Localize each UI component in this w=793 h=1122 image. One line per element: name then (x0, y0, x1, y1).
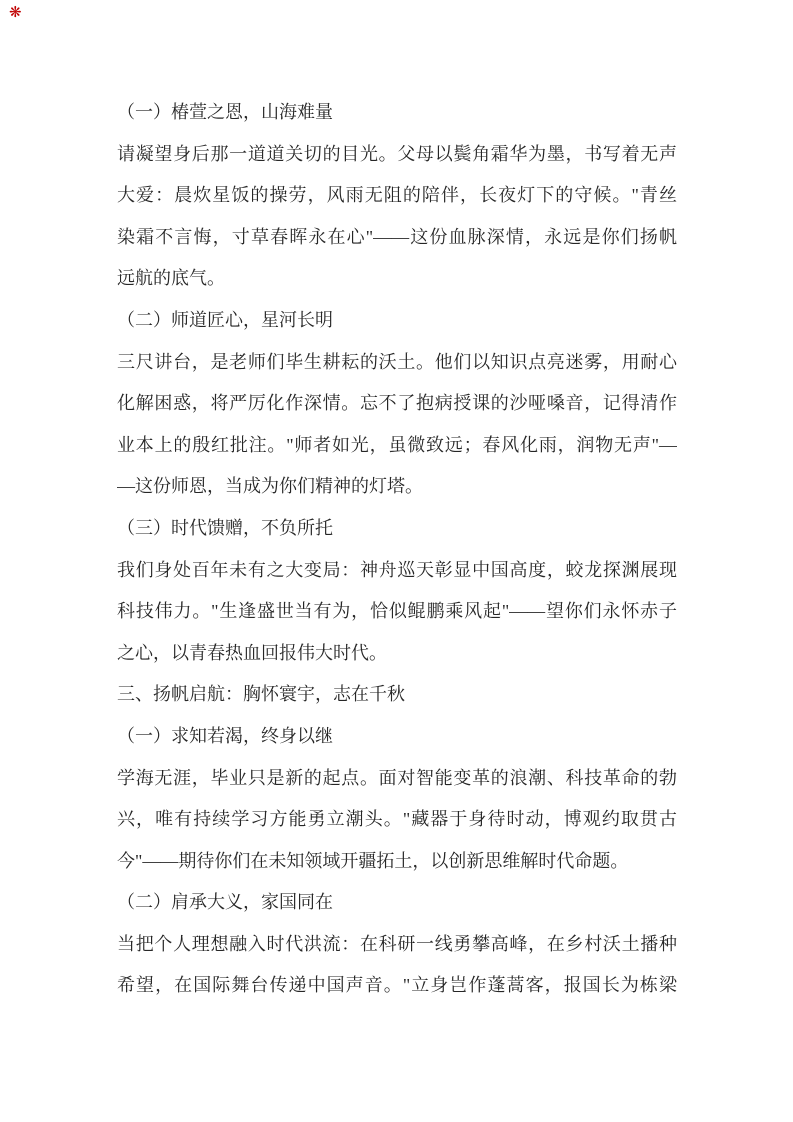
text-line: 远航的底气。 (117, 268, 225, 289)
text-line: 今"——期待你们在未知领域开疆拓土，以创新思维解时代命题。 (117, 850, 629, 871)
text-line: 请凝望身后那一道道关切的目光。父母以鬓角霜华为墨，书写着无声 (117, 143, 677, 164)
text-line: （二）肩承大义，家国同在 (117, 892, 333, 913)
text-line: 之心，以青春热血回报伟大时代。 (117, 642, 387, 663)
text-line: 学海无涯，毕业只是新的起点。面对智能变革的浪潮、科技革命的勃 (117, 767, 677, 788)
text-line: 科技伟力。"生逢盛世当有为，恰似鲲鹏乘风起"——望你们永怀赤子 (117, 601, 677, 622)
text-line: （二）师道匠心，星河长明 (117, 309, 333, 330)
text-lines (117, 92, 677, 1007)
text-line: 化解困惑，将严厉化作深情。忘不了抱病授课的沙哑嗓音，记得清作 (117, 393, 677, 414)
document-body (117, 92, 677, 1007)
text-line: （一）椿萱之恩，山海难量 (117, 102, 333, 122)
text-line: 染霜不言悔，寸草春晖永在心"——这份血脉深情，永远是你们扬帆 (117, 226, 677, 247)
text-line: （一）求知若渴，终身以继 (117, 725, 333, 746)
text-line: 当把个人理想融入时代洪流：在科研一线勇攀高峰，在乡村沃土播种 (117, 933, 677, 954)
text-line: 三尺讲台，是老师们毕生耕耘的沃土。他们以知识点亮迷雾，用耐心 (117, 351, 677, 372)
text-line: —这份师恩，当成为你们精神的灯塔。 (117, 476, 423, 497)
text-line: 大爱：晨炊星饭的操劳，风雨无阻的陪伴，长夜灯下的守候。"青丝 (117, 185, 677, 206)
text-line: 我们身处百年未有之大变局：神舟巡天彰显中国高度，蛟龙探渊展现 (117, 559, 677, 580)
text-line: （三）时代馈赠，不负所托 (117, 517, 333, 538)
text-line: 希望，在国际舞台传递中国声音。"立身岂作蓬蒿客，报国长为栋梁 (117, 975, 677, 996)
text-line: 三、扬帆启航：胸怀寰宇，志在千秋 (117, 684, 405, 705)
text-line: 业本上的殷红批注。"师者如光，虽微致远；春风化雨，润物无声"— (117, 434, 677, 455)
text-line: 兴，唯有持续学习方能勇立潮头。"藏器于身待时动，博观约取贯古 (117, 809, 677, 830)
corner-red-mark-icon: ❋ (9, 3, 22, 21)
